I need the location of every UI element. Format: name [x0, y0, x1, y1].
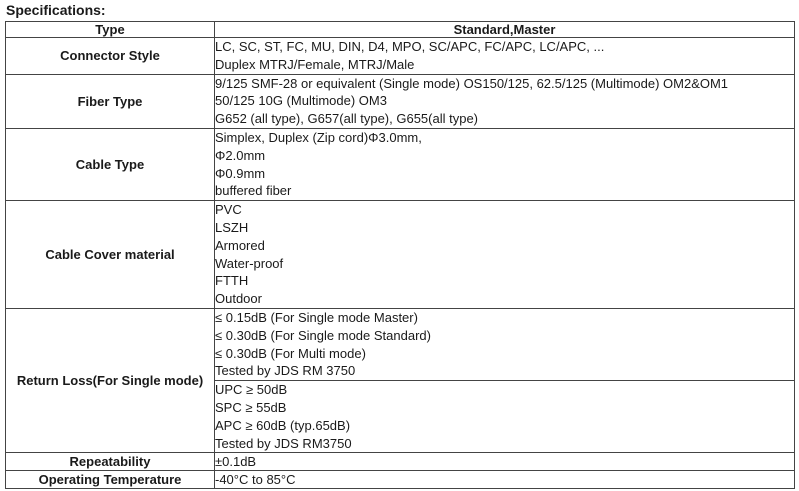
value-line: SPC ≥ 55dB: [215, 399, 287, 415]
row-label: Fiber Type: [6, 74, 215, 128]
row-value: [215, 38, 795, 75]
value-line: ≤ 0.30dB (For Multi mode): [215, 345, 366, 361]
value-line: Outdoor: [215, 291, 262, 307]
header-type: Type: [6, 22, 215, 38]
value-line: buffered fiber: [215, 183, 292, 199]
row-value: [215, 74, 795, 128]
table-row-repeatability: [6, 453, 795, 471]
table-row-fiber-type: [6, 74, 795, 128]
value-line: -40°C to 85°C: [215, 472, 296, 488]
row-label: Return Loss(For Single mode): [6, 308, 215, 452]
value-line: PVC: [215, 202, 242, 218]
table-row-cable-cover: [6, 201, 795, 309]
row-value: [215, 308, 795, 380]
value-line: UPC ≥ 50dB: [215, 382, 288, 398]
value-line: Φ0.9mm: [215, 165, 266, 181]
row-label: Repeatability: [6, 453, 215, 471]
table-header-row: [6, 22, 795, 38]
specifications-table: [5, 21, 795, 489]
table-row-operating-temperature: [6, 471, 795, 489]
value-line: 9/125 SMF-28 or equivalent (Single mode) OS150/125, 62.5/125 (Multimode) OM2&OM1: [215, 75, 729, 91]
value-line: 50/125 10G (Multimode) OM3: [215, 93, 387, 109]
value-line: LSZH: [215, 219, 249, 235]
row-label: Cable Cover material: [6, 201, 215, 309]
value-line: Tested by JDS RM 3750: [215, 363, 356, 379]
row-label: Operating Temperature: [6, 471, 215, 489]
row-value: [215, 128, 795, 200]
value-line: LC, SC, ST, FC, MU, DIN, D4, MPO, SC/APC, FC/APC, LC/APC, ...: [215, 39, 605, 54]
table-row-return-loss-1: [6, 308, 795, 380]
value-line: APC ≥ 60dB (typ.65dB): [215, 417, 351, 433]
table-row-cable-type: [6, 128, 795, 200]
value-line: FTTH: [215, 273, 249, 289]
value-line: Duplex MTRJ/Female, MTRJ/Male: [215, 56, 415, 72]
row-label: Cable Type: [6, 128, 215, 200]
value-line: ≤ 0.15dB (For Single mode Master): [215, 309, 418, 325]
value-line: Φ2.0mm: [215, 147, 266, 163]
value-line: Tested by JDS RM3750: [215, 435, 352, 451]
row-value: [215, 381, 795, 453]
page-title: Specifications:: [6, 2, 106, 18]
header-standard-master: Standard,Master: [215, 22, 795, 38]
value-line: Simplex, Duplex (Zip cord)Φ3.0mm,: [215, 129, 422, 145]
table-row-connector-style: [6, 38, 795, 75]
value-line: ≤ 0.30dB (For Single mode Standard): [215, 327, 431, 343]
value-line: G652 (all type), G657(all type), G655(all type): [215, 111, 479, 127]
row-value: [215, 201, 795, 309]
row-value: [215, 453, 795, 471]
value-line: Water-proof: [215, 255, 284, 271]
row-value: [215, 471, 795, 489]
value-line: Armored: [215, 237, 265, 253]
value-line: ±0.1dB: [215, 454, 257, 470]
row-label: Connector Style: [6, 38, 215, 75]
